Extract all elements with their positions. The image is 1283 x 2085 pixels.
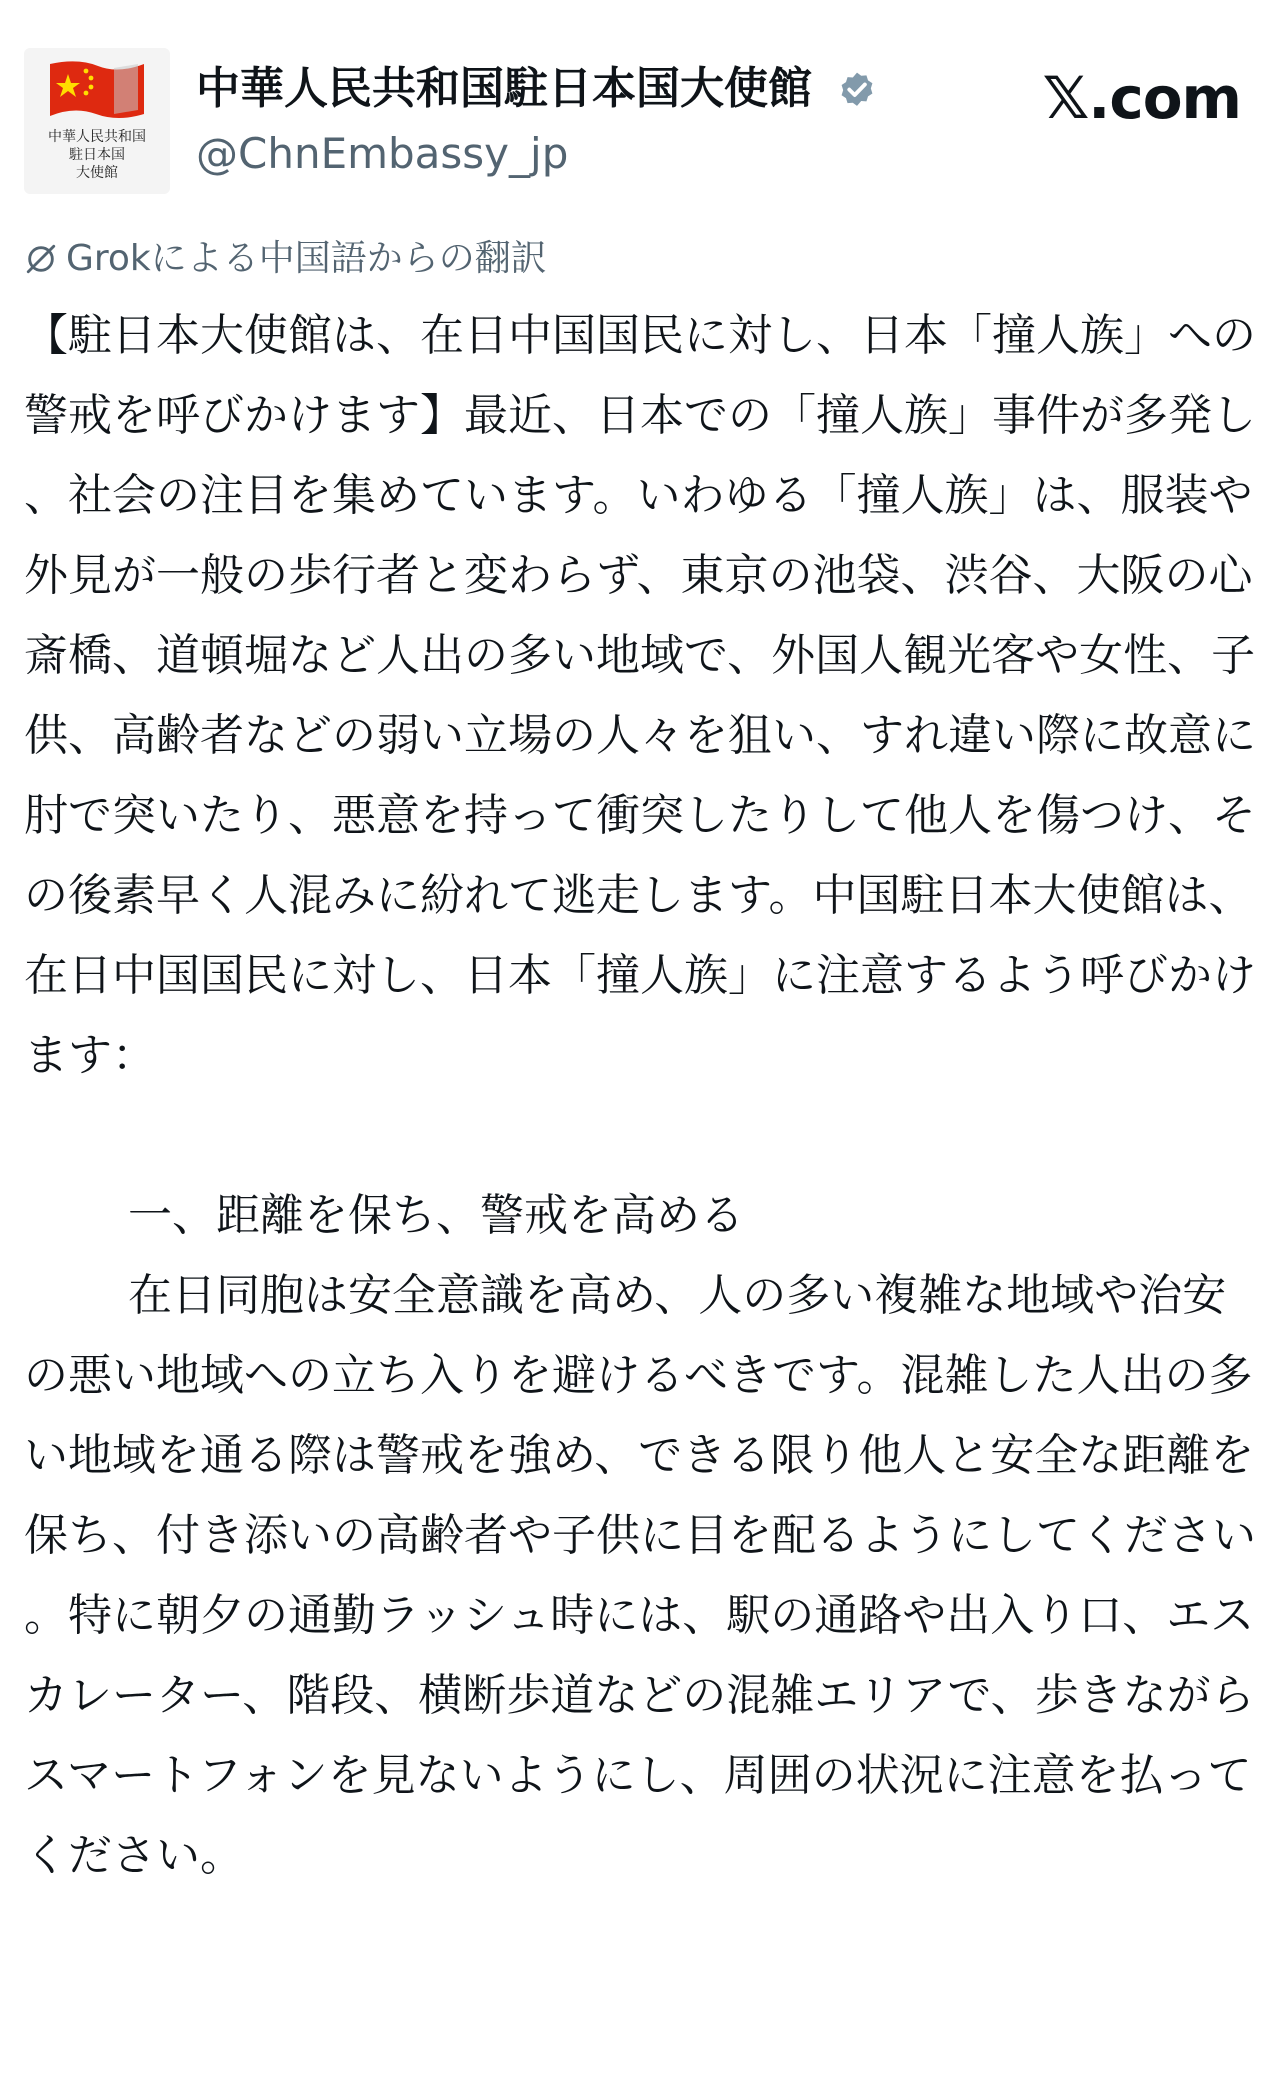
avatar-caption-line: 大使館	[76, 165, 118, 181]
post-paragraph: 在日同胞は安全意識を高め、人の多い複雑な地域や治安の悪い地域への立ち入りを避けるべきです。混雑した人出の多い地域を通る際は警戒を強め、できる限り他人と安全な距離を保ち、付き添いの高齢者や子供に目を配るようにしてください。特に朝夕の通勤ラッシュ時には、駅の通路や出入り口、エスカレーター、階段、横断歩道などの混雑エリアで、歩きながらスマートフォンを見ないようにし、周囲の状況に注意を払ってください。	[24, 1270, 1256, 1881]
post-header	[24, 48, 1259, 198]
avatar-caption-line: 中華人民共和国	[48, 129, 146, 145]
translation-note[interactable]	[24, 236, 547, 282]
post-text	[24, 296, 1259, 1896]
verified-badge-icon	[836, 70, 878, 112]
china-flag-icon	[48, 58, 146, 130]
post-section-heading: 一、距離を保ち、警戒を高める	[128, 1190, 744, 1241]
translation-note-text: Grokによる中国語からの翻訳	[66, 238, 547, 279]
x-logo: 𝕏.com	[1042, 64, 1241, 132]
avatar-caption-line: 駐日本国	[69, 147, 125, 163]
grok-icon	[24, 242, 58, 276]
paragraph-spacer	[24, 1096, 1259, 1176]
account-handle[interactable]: @ChnEmbassy_jp	[196, 129, 569, 178]
avatar-caption	[24, 128, 170, 182]
avatar[interactable]	[24, 48, 170, 194]
display-name[interactable]: 中華人民共和国駐日本国大使館	[196, 63, 812, 114]
post-paragraph: 【駐日本大使館は、在日中国国民に対し、日本「撞人族」への警戒を呼びかけます】最近、日本での「撞人族」事件が多発し、社会の注目を集めています。いわゆる「撞人族」は、服装や外見が一般の歩行者と変わらず、東京の池袋、渋谷、大阪の心斎橋、道頓堀など人出の多い地域で、外国人観光客や女性、子供、高齢者などの弱い立場の人々を狙い、すれ違い際に故意に肘で突いたり、悪意を持って衝突したりして他人を傷つけ、その後素早く人混みに紛れて逃走します。中国駐日本大使館は、在日中国国民に対し、日本「撞人族」に注意するよう呼びかけます：	[24, 310, 1256, 1081]
